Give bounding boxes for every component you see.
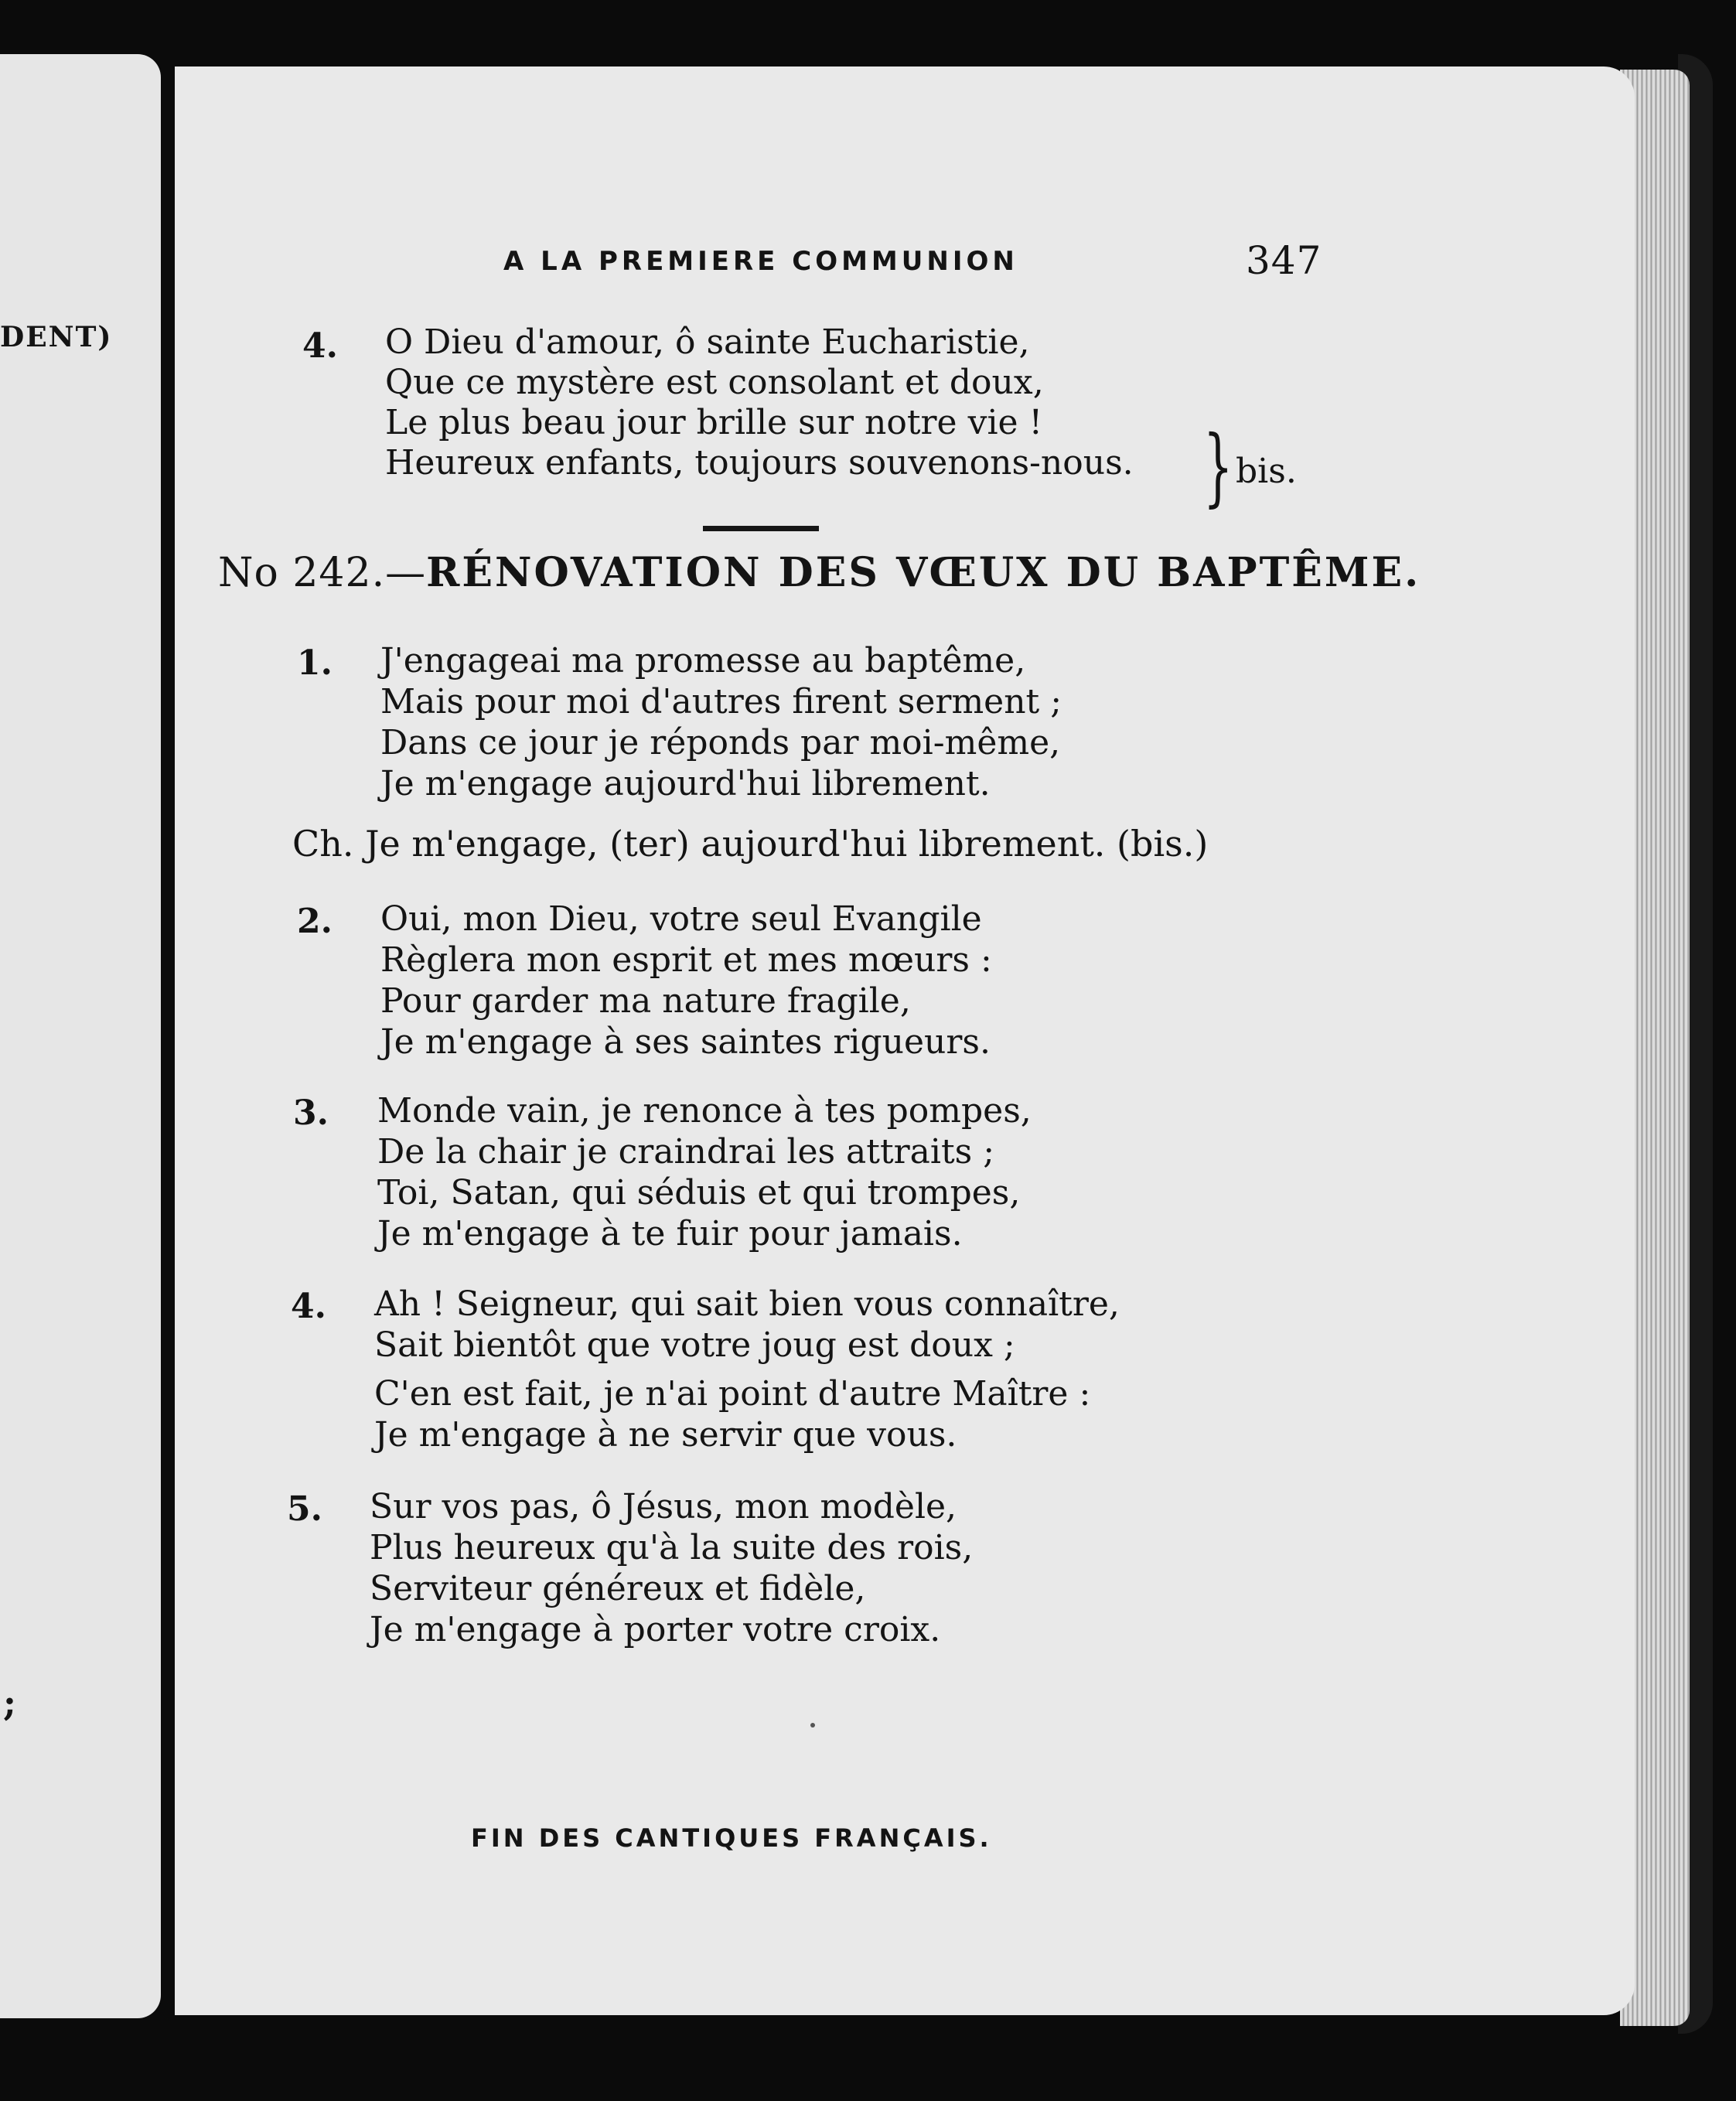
left-running-head-fragment: DENT) xyxy=(0,321,113,353)
verse-line: Mais pour moi d'autres firent serment ; xyxy=(380,682,1062,721)
repeat-mark: bis. xyxy=(1236,452,1297,491)
repeat-brace: } xyxy=(1203,417,1233,516)
stanza-number: 4. xyxy=(291,1287,326,1326)
verse-line: Règlera mon esprit et mes mœurs : xyxy=(380,940,992,980)
verse-line: Oui, mon Dieu, votre seul Evangile xyxy=(380,899,982,939)
verse-line: Sait bientôt que votre joug est doux ; xyxy=(374,1325,1015,1365)
stanza-number: 4. xyxy=(302,326,338,366)
verse-line: Je m'engage à ne servir que vous. xyxy=(374,1415,957,1455)
verse-line: Je m'engage aujourd'hui librement. xyxy=(380,764,991,803)
running-head: A LA PREMIERE COMMUNION xyxy=(503,246,1018,277)
section-divider xyxy=(703,526,819,531)
verse-line: Le plus beau jour brille sur notre vie ! xyxy=(385,403,1043,442)
end-of-section-mark: FIN DES CANTIQUES FRANÇAIS. xyxy=(471,1823,992,1853)
verse-line: J'engageai ma promesse au baptême, xyxy=(380,641,1026,680)
paper-speck xyxy=(810,1723,815,1728)
verse-line: Plus heureux qu'à la suite des rois, xyxy=(370,1528,974,1567)
verse-line: Toi, Satan, qui séduis et qui trompes, xyxy=(377,1173,1021,1213)
verse-line: C'en est fait, je n'ai point d'autre Maître : xyxy=(374,1374,1091,1414)
page-number: 347 xyxy=(1246,238,1322,283)
hymn-number: No 242. xyxy=(218,550,386,596)
hymn-heading xyxy=(218,549,1421,596)
refrain xyxy=(292,823,1208,865)
left-text-fragment: ; xyxy=(3,1682,16,1724)
verse-line: Serviteur généreux et fidèle, xyxy=(370,1569,866,1608)
verse-line: O Dieu d'amour, ô sainte Eucharistie, xyxy=(385,322,1030,362)
left-facing-page xyxy=(0,54,161,2018)
stanza-number: 1. xyxy=(297,643,333,683)
refrain-text: Je m'engage, (ter) aujourd'hui librement. (bis.) xyxy=(365,823,1209,865)
refrain-label: Ch. xyxy=(292,823,354,865)
hymn-title: RÉNOVATION DES VŒUX DU BAPTÊME. xyxy=(426,549,1421,596)
stanza-number: 5. xyxy=(287,1489,322,1529)
heading-dash: — xyxy=(385,550,427,596)
verse-line: Heureux enfants, toujours souvenons-nous. xyxy=(385,443,1134,483)
verse-line: Que ce mystère est consolant et doux, xyxy=(385,363,1044,402)
verse-line: Ah ! Seigneur, qui sait bien vous connaître, xyxy=(374,1284,1120,1324)
verse-line: De la chair je craindrai les attraits ; xyxy=(377,1132,995,1172)
verse-line: Monde vain, je renonce à tes pompes, xyxy=(377,1091,1032,1131)
right-page xyxy=(175,67,1635,2015)
stanza-number: 2. xyxy=(297,902,333,941)
verse-line: Je m'engage à ses saintes rigueurs. xyxy=(380,1022,991,1062)
verse-line: Je m'engage à porter votre croix. xyxy=(370,1610,941,1649)
verse-line: Sur vos pas, ô Jésus, mon modèle, xyxy=(370,1487,957,1526)
stanza-number: 3. xyxy=(293,1093,329,1133)
verse-line: Je m'engage à te fuir pour jamais. xyxy=(377,1214,963,1253)
verse-line: Dans ce jour je réponds par moi-même, xyxy=(380,723,1061,762)
verse-line: Pour garder ma nature fragile, xyxy=(380,981,911,1021)
